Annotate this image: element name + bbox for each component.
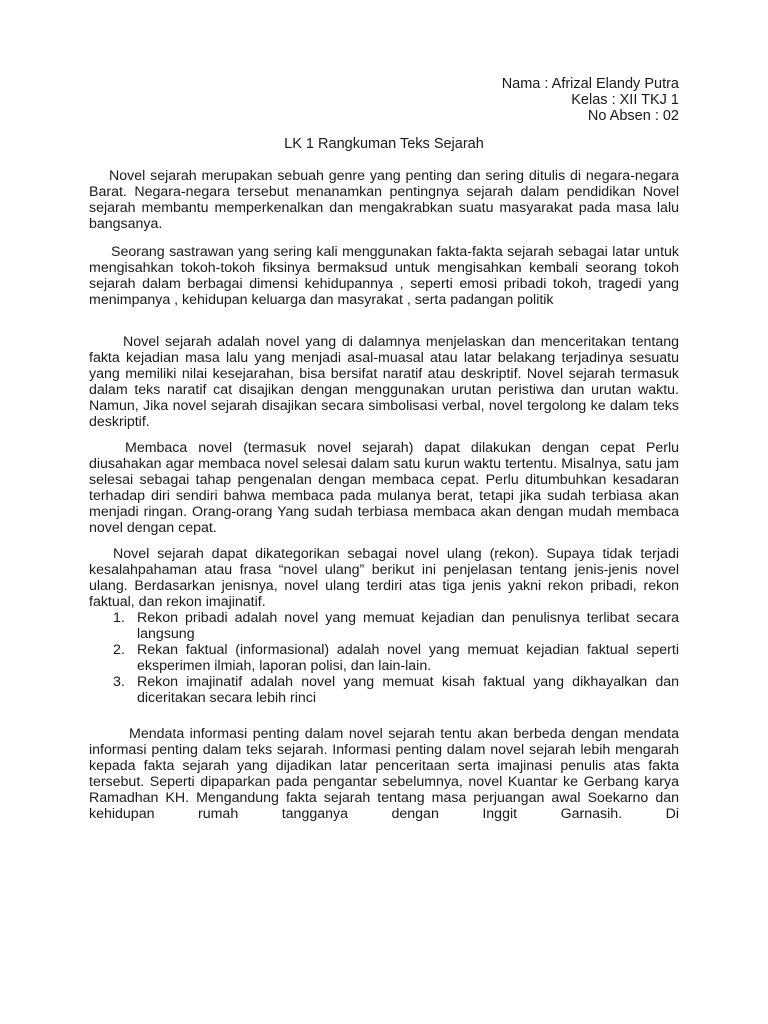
paragraph-5-block (89, 546, 679, 706)
paragraph-6: Mendata informasi penting dalam novel sejarah tentu akan berbeda dengan mendata informasi penting dalam teks sejarah. Informasi penting dalam novel sejarah lebih mengarah kepada fakta sejarah yang dijadikan latar penceritaan serta imajinasi penulis atas fakta tersebut. Seperti dipaparkan pada pengantar sebelumnya, novel Kuantar ke Gerbang karya Ramadhan KH. Mengandung fakta sejarah tentang masa perjuangan awal Soekarno dan kehidupan rumah tangganya dengan Inggit Garnasih. Di (89, 726, 679, 822)
student-name: Nama : Afrizal Elandy Putra (501, 76, 679, 92)
paragraph-4-block (89, 440, 679, 536)
student-number: No Absen : 02 (587, 108, 679, 124)
paragraph-2-block (89, 244, 679, 308)
list-item-number: 3. (113, 674, 125, 690)
list-item-text: Rekon pribadi adalah novel yang memuat kejadian dan penulisnya terlibat secara langsung (137, 610, 679, 642)
paragraph-4: Membaca novel (termasuk novel sejarah) dapat dilakukan dengan cepat Perlu diusahakan agar membaca novel selesai dalam satu kurun waktu tertentu. Misalnya, satu jam selesai sebagai tahap pengenalan dengan membaca cepat. Perlu ditumbuhkan kesadaran terhadap diri sendiri bahwa membaca pada mulanya berat, tetapi jika sudah terbiasa akan menjadi ringan. Orang-orang Yang sudah terbiasa membaca akan dengan mudah membaca novel dengan cepat. (89, 440, 679, 536)
list-item-text: Rekon imajinatif adalah novel yang memuat kisah faktual yang dikhayalkan dan diceritakan secara lebih rinci (137, 674, 679, 706)
list-item-number: 2. (113, 642, 125, 658)
paragraph-6-block (89, 726, 679, 822)
list-item-number: 1. (113, 610, 125, 626)
student-info (502, 76, 679, 124)
paragraph-1-block (89, 168, 679, 232)
paragraph-3: Novel sejarah adalah novel yang di dalamnya menjelaskan dan menceritakan tentang fakta kejadian masa lalu yang menjadi asal-muasal atau latar belakang terjadinya sesuatu yang memiliki nilai kesejarahan, bisa bersifat naratif atau deskriptif. Novel sejarah termasuk dalam teks naratif cat disajikan dengan menggunakan urutan peristiwa dan urutan waktu. Namun, Jika novel sejarah disajikan secara simbolisasi verbal, novel tergolong ke dalam teks deskriptif. (89, 334, 679, 430)
paragraph-3-block (89, 334, 679, 430)
rekon-list (89, 610, 679, 706)
document-title: LK 1 Rangkuman Teks Sejarah (284, 136, 484, 152)
list-item (89, 674, 679, 706)
student-class: Kelas : XII TKJ 1 (571, 92, 679, 108)
paragraph-5: Novel sejarah dapat dikategorikan sebagai novel ulang (rekon). Supaya tidak terjadi kesalahpahaman atau frasa “novel ulang” berikut ini penjelasan tentang jenis-jenis novel ulang. Berdasarkan jenisnya, novel ulang terdiri atas tiga jenis yakni rekon pribadi, rekon faktual, dan rekon imajinatif. (89, 546, 679, 610)
list-item-text: Rekan faktual (informasional) adalah novel yang memuat kejadian faktual seperti eksperimen ilmiah, laporan polisi, dan lain-lain. (137, 642, 679, 674)
list-item (89, 642, 679, 674)
paragraph-1: Novel sejarah merupakan sebuah genre yang penting dan sering ditulis di negara-negara Barat. Negara-negara tersebut menanamkan pentingnya sejarah dalam pendidikan Novel sejarah membantu memperkenalkan dan mengakrabkan suatu masyarakat pada masa lalu bangsanya. (89, 168, 679, 232)
list-item (89, 610, 679, 642)
paragraph-2: Seorang sastrawan yang sering kali menggunakan fakta-fakta sejarah sebagai latar untuk mengisahkan tokoh-tokoh fiksinya bermaksud untuk mengisahkan kembali seorang tokoh sejarah dalam berbagai dimensi kehidupannya , seperti emosi pribadi tokoh, tragedi yang menimpanya , kehidupan keluarga dan masyrakat , serta padangan politik (89, 244, 679, 308)
